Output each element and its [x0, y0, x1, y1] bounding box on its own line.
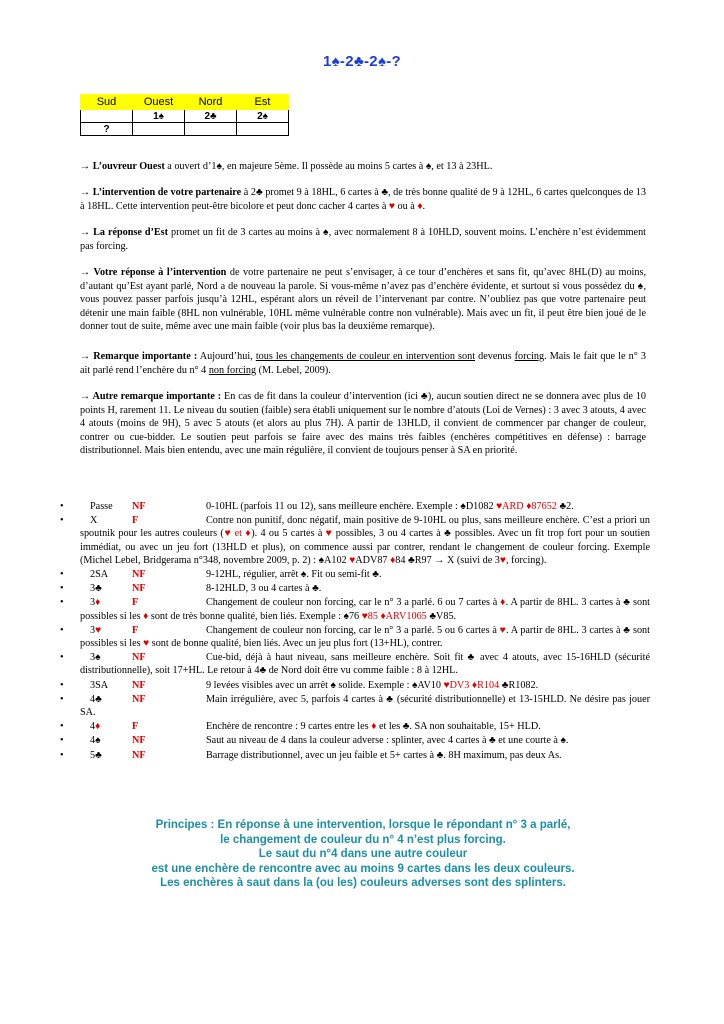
bid-text: 8-12HLD, 3 ou 4 cartes à ♣. [206, 583, 322, 595]
forcing-label: F [132, 515, 139, 527]
principes-box [80, 818, 646, 891]
bid-description [60, 582, 650, 595]
bid-list-item [60, 693, 650, 719]
bid-list-item [60, 720, 650, 733]
paragraph-remarque [80, 350, 646, 377]
bid-description [60, 679, 650, 692]
bid-list-item [60, 568, 650, 581]
header-est: Est [237, 95, 289, 110]
bid-text-end: ♣2. [556, 501, 574, 512]
paragraph-autre-remarque [80, 390, 646, 458]
paragraph-lead: → L’ouvreur Ouest [80, 161, 165, 172]
bid-list-item [60, 582, 650, 595]
paragraph-reponse-est [80, 226, 646, 253]
bullet-icon: • [60, 569, 64, 581]
bid-red-cards: ♥ARD ♦87652 [496, 501, 557, 512]
bullet-icon: • [60, 515, 64, 527]
paragraph-text: En cas de fit dans la couleur d’intervention (ici ♣), aucun soutien direct ne se donnera avec plus de 10 points H, rarement 11. Le niveau du soutien (faible) sera établi uniquement sur le nombre d’atouts (Loi de Vernes) : 3 avec 3 atouts, 4 avec 4 atouts (moins de 9H), 5 avec 5 atouts (et alors au plus 7H). A partir de 13HLD, il convient de commencer par changer de couleur, contrer ou cue-bidder. Le soutien peut parfois se faire avec des mains très faibles (enchères compétitives en défense) : barrage distributionnel. Mais bien entendu, avec une main régulière, il convient de toujours penser à SA en priorité. [80, 391, 646, 457]
bid-text: Changement de couleur non forcing, car le n° 3 a parlé. 6 ou 7 cartes à ♦. A partir de 8HL. 3 cartes à ♣ sont possibles si les ♦ sont de très bonne qualité, bien liés. Exemple : ♠76 [80, 597, 651, 622]
bid-text-end: ♣V85. [426, 610, 457, 622]
header-nord: Nord [185, 95, 237, 110]
bid-text: 9 levées visibles avec un arrêt ♠ solide. Exemple : ♠AV10 [206, 679, 444, 691]
remarque-text-c: . Mais le fait que le n° 3 ait parlé rend l’enchère du n° 4 [80, 351, 647, 376]
bid-code: 5♣ [90, 749, 102, 761]
bid-description [60, 568, 650, 581]
bid-text: Contre non punitif, donc négatif, main positive de 9-10HL ou plus, sans meilleure enchère. C’est a priori un spoutnik pour les autres couleurs ( [80, 515, 650, 540]
paragraph-text: promet un fit de 3 cartes au moins à ♠, avec normalement 8 à 10HLD, souvent moins. L’enchère n’est évidemment pas forcing. [80, 227, 646, 252]
remarque-underline-a: tous les changements de couleur en intervention sont [255, 351, 476, 362]
bid-list-item [60, 651, 650, 677]
cell-nord-1: 2♣ [185, 110, 237, 123]
bid-red-cards: ♥ et ♦ [223, 528, 252, 540]
bid-list-item [60, 749, 650, 762]
principes-line: le changement de couleur du n° 4 n’est plus forcing. [220, 833, 506, 846]
remarque-text-d: (M. Lebel, 2009). [256, 364, 331, 376]
forcing-label: F [132, 721, 139, 733]
bid-description [60, 720, 650, 733]
cell-nord-2 [185, 123, 237, 136]
bid-description [60, 624, 650, 650]
remarque-underline-b: forcing [514, 351, 545, 362]
cell-est-2 [237, 123, 289, 136]
bid-code: 3♥ [90, 624, 102, 636]
bid-description [60, 514, 650, 567]
forcing-label: NF [132, 735, 146, 747]
paragraph-lead: → La réponse d’Est [80, 227, 169, 238]
bid-description [60, 693, 650, 719]
bid-text: Cue-bid, déjà à haut niveau, sans meilleure enchère. Soit fit ♣ avec 4 atouts, avec 15-16HLD (sécurité distributionnelle), soit 17+HL. Le retour à 4♣ de Nord doit être vu comme faible : 8 à 12HL. [80, 652, 650, 677]
forcing-label: F [132, 597, 139, 609]
paragraph-text: de votre partenaire ne peut s’envisager, à ce tour d’enchères et sans fit, qu’avec 8HL(D) au moins, d’autant qu’Est ayant parlé, Nord a de nouveau la parole. Si vous-même n’avez pas d’enchère évidente, et surtout si vous possédez du ♠, vous pouvez passer parfois jusqu’à 12HL, espérant alors un réveil de l’intervenant par contre. N’oubliez pas que votre partenaire peut détenir une main faible (8HL non vulnérable, 10HL même vulnérable contre non vulnérable). Mais avec un fit, il peut être bien joué de le donner tout de suite, même avec une main faible (voir plus bas la deuxième remarque). [80, 267, 646, 333]
bullet-icon: • [60, 679, 64, 691]
page-title: 1♠-2♣-2♠-? [323, 53, 401, 70]
cell-ouest-2 [133, 123, 185, 136]
principes-line: Le saut du n°4 dans une autre couleur [258, 848, 468, 860]
bid-red-cards: ♥85 ♦ARV1065 [361, 610, 427, 622]
bid-description [60, 596, 650, 622]
forcing-label: F [132, 624, 139, 636]
bid-description [60, 734, 650, 747]
bid-text: Changement de couleur non forcing, car le n° 3 a parlé. 5 ou 6 cartes à ♥. A partir de 8HL. 3 cartes à ♣ sont possibles si les ♥ sont de bonne qualité, bien liés. Avec un jeu plus fort (13+HL), contrer. [80, 624, 650, 650]
forcing-label: NF [132, 693, 146, 705]
cell-est-1: 2♠ [237, 110, 289, 123]
bid-code: 2SA [90, 569, 109, 581]
bid-list-item [60, 679, 650, 692]
paragraph-lead: → Remarque importante : [80, 351, 198, 362]
paragraph-ouvreur [80, 160, 646, 174]
paragraph-intervention [80, 186, 646, 213]
bullet-icon: • [60, 693, 64, 705]
forcing-label: NF [132, 679, 146, 691]
bid-description [60, 749, 650, 762]
cell-ouest-1: 1♠ [133, 110, 185, 123]
forcing-label: NF [132, 501, 146, 512]
bid-text: Enchère de rencontre : 9 cartes entre les ♦ et les ♣. SA non souhaitable, 15+ HLD. [206, 721, 541, 733]
cell-sud-2: ? [81, 123, 133, 136]
bid-text: Barrage distributionnel, avec un jeu faible et 5+ cartes à ♣. 8H maximum, pas deux As. [206, 749, 562, 761]
paragraph-text: à 2♣ promet 9 à 18HL, 6 cartes à ♣, de très bonne qualité de 9 à 12HL, 6 cartes quelconques de 13 à 18HL. Cette intervention peut-être bicolore et peut donc cacher 4 cartes à ♥ ou à ♦. [80, 187, 646, 212]
bullet-icon: • [60, 721, 64, 733]
bid-description [60, 651, 650, 677]
bullet-icon: • [60, 501, 64, 512]
principes-line: Principes : En réponse à une intervention, lorsque le répondant n° 3 a parlé, [155, 819, 571, 831]
bullet-icon: • [60, 652, 64, 664]
bid-red-cards: ♥DV3 ♦R104 [443, 679, 500, 691]
paragraph-lead: → Votre réponse à l’intervention [80, 267, 227, 278]
bid-text: Saut au niveau de 4 dans la couleur adverse : splinter, avec 4 cartes à ♣ et une courte à ♠. [206, 735, 569, 747]
paragraph-votre-reponse [80, 266, 646, 334]
forcing-label: NF [132, 749, 146, 761]
bid-list-item [60, 500, 650, 513]
principes-line: est une enchère de rencontre avec au moins 9 cartes dans les deux couleurs. [151, 862, 575, 875]
cell-sud-1 [81, 110, 133, 123]
forcing-label: NF [132, 583, 146, 595]
bid-code: Passe [90, 501, 113, 512]
bid-list-item [60, 596, 650, 622]
bid-code: X [90, 515, 98, 527]
bid-list-item [60, 624, 650, 650]
bid-list [60, 500, 650, 763]
bullet-icon: • [60, 749, 64, 761]
principes-line: Les enchères à saut dans la (ou les) couleurs adverses sont des splinters. [160, 877, 566, 889]
bid-code: 4♦ [90, 721, 101, 733]
remarque-text-a: Aujourd’hui, [197, 351, 256, 362]
bid-list-item [60, 514, 650, 567]
bullet-icon: • [60, 583, 64, 595]
paragraph-lead: → L’intervention de votre partenaire [80, 187, 242, 198]
bid-code: 3♦ [90, 597, 101, 609]
bid-text-end: ). 4 ou 5 cartes à ♥ possibles, 3 ou 4 cartes à ♣ possibles. Avec un fit trop fort pour un soutien immédiat, ou avec un jeu fort (13HLD et plus), on commence aussi par contrer, rendant le changement de couleur forcing. Exemple (Michel Lebel, Bridgerama n°348, novembre 2009, p. 2) : ♠A102 ♥ADV87 ♦84 ♣R97 → X (suivi de 3♥, forcing). [80, 528, 650, 566]
bid-list-item [60, 734, 650, 747]
paragraph-text: a ouvert d’1♠, en majeure 5ème. Il possède au moins 5 cartes à ♠, et 13 à 23HL. [164, 161, 493, 172]
bid-code: 3♠ [90, 652, 101, 664]
bid-text: Main irrégulière, avec 5, parfois 4 cartes à ♣ (sécurité distributionnelle) et 13-15HLD. Ne désire pas jouer SA. [80, 693, 650, 719]
remarque-underline-c: non forcing [208, 364, 257, 376]
bullet-icon: • [60, 597, 64, 609]
bullet-icon: • [60, 624, 64, 636]
forcing-label: NF [132, 569, 146, 581]
bid-text-end: ♣R1082. [499, 679, 539, 691]
paragraph-lead: → Autre remarque importante : [80, 391, 222, 402]
remarque-text-b: devenus [475, 351, 515, 362]
bid-code: 3♣ [90, 583, 102, 595]
bullet-icon: • [60, 735, 64, 747]
bid-description [60, 500, 650, 513]
bid-code: 4♣ [90, 693, 102, 705]
header-sud: Sud [81, 95, 133, 110]
bid-text: 0-10HL (parfois 11 ou 12), sans meilleure enchère. Exemple : ♠D1082 [206, 501, 497, 512]
bidding-table [80, 94, 289, 136]
bid-text: 9-12HL, régulier, arrêt ♠. Fit ou semi-fit ♣. [206, 569, 382, 581]
bid-code: 4♠ [90, 735, 101, 747]
header-ouest: Ouest [133, 95, 185, 110]
forcing-label: NF [132, 652, 146, 664]
bid-code: 3SA [90, 679, 109, 691]
